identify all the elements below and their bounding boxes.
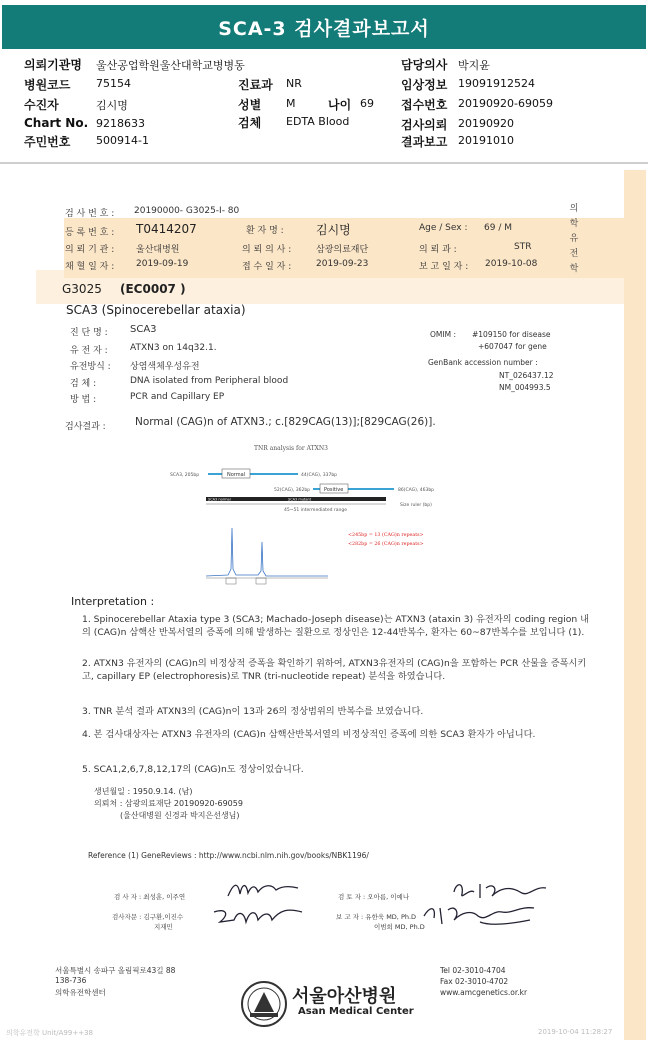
dept-label: 진료과 <box>238 78 273 92</box>
signature-advisor <box>210 904 310 928</box>
interp-item-2: 2. ATXN3 유전자의 (CAG)n의 비정상적 증폭을 확인하기 위하여, ATXN3유전자의 (CAG)n을 포함하는 PCR 산물을 증폭시키고, capillary EP (electrophoresis)로 TNR (tri-nucleotide repeat) 분석을 하였습니다. <box>82 658 587 682</box>
recipient-value: 김시명 <box>96 99 128 112</box>
reg-no: T0414207 <box>136 222 197 236</box>
omim-label: OMIM : <box>430 330 456 339</box>
age-value: 69 <box>360 97 374 110</box>
patient-name: 김시명 <box>316 223 351 237</box>
hospital-code-label: 병원코드 <box>24 78 71 92</box>
doctor-label: 담당의사 <box>401 58 448 72</box>
reg-no-label: 등 록 번 호 : <box>65 228 115 238</box>
normal-box-label: Normal <box>227 472 246 478</box>
request-label: 검사의뢰 <box>401 118 448 132</box>
test-code-ec: (EC0007 ) <box>120 282 186 296</box>
interp-item-3: 3. TNR 분석 결과 ATXN3의 (CAG)n이 13과 26의 정상범위의 반복수를 보였습니다. <box>82 706 424 717</box>
gene-value: ATXN3 on 14q32.1. <box>130 343 217 353</box>
clinical-label: 임상정보 <box>401 78 448 92</box>
footer-left: 의학유전학 Unit/A99++38 <box>6 1029 93 1037</box>
hospital-code-value: 75154 <box>96 77 131 90</box>
test-code: G3025 <box>62 282 102 296</box>
receipt-label: 접수번호 <box>401 98 448 112</box>
peak1-marker <box>226 578 236 584</box>
result-label: 검사결과 : <box>65 422 106 432</box>
test-name: SCA3 (Spinocerebellar ataxia) <box>66 303 246 317</box>
intermediate-label: 45~51 intermediated range <box>284 508 347 513</box>
title-bar <box>2 5 646 49</box>
dx-label: 진 단 명 : <box>70 328 108 338</box>
pos-right-label: 86(CAG), 463bp <box>398 488 435 493</box>
normal-right-label: 44(CAG), 337bp <box>301 473 338 478</box>
interp-item-5: 5. SCA1,2,6,7,8,12,17의 (CAG)n도 정상이었습니다. <box>82 764 304 775</box>
sex-label: 성별 <box>238 98 262 112</box>
gene-label: 유 전 자 : <box>70 346 108 356</box>
genbank-label: GenBank accession number : <box>428 358 538 367</box>
staff-tester: 검 사 자 : 최성훈, 이주연 <box>114 893 186 901</box>
receive-label: 접 수 일 자 : <box>242 262 292 272</box>
test-no: 20190000- G3025-I- 80 <box>134 206 240 216</box>
pos-left-label: 52(CAG), 362bp <box>274 488 311 493</box>
method-value: PCR and Capillary EP <box>130 392 225 402</box>
website: www.amcgenetics.or.kr <box>440 988 528 997</box>
side-text: 의 학 유 전 학 <box>569 204 579 274</box>
report-header <box>0 52 648 162</box>
req-inst-label: 의 뢰 기 관 : <box>65 245 115 255</box>
normal-left-label: SCA3, 205bp <box>170 473 200 478</box>
resident-label: 주민번호 <box>24 135 71 149</box>
report-date-value: 20191010 <box>458 134 514 147</box>
specimen-label: 검체 <box>238 116 262 130</box>
scanned-document <box>2 166 646 1040</box>
inherit-label: 유전방식 : <box>70 362 111 372</box>
req-doc-label: 의 뢰 의 사 : <box>242 245 292 255</box>
header-divider <box>0 162 648 164</box>
institution-value: 울산공업학원울산대학교병병동 <box>96 59 245 72</box>
req-dept-label: 의 뢰 과 : <box>419 245 457 255</box>
peak2-marker <box>256 578 266 584</box>
omim-gene: +607047 for gene <box>478 342 547 351</box>
age-sex: 69 / M <box>484 223 512 233</box>
doctor-value: 박지윤 <box>458 59 490 72</box>
inherit-value: 상염색체우성유전 <box>130 362 200 372</box>
specimen2-label: 검 체 : <box>70 379 97 389</box>
hospital-name-en: Asan Medical Center <box>298 1006 414 1017</box>
method-label: 방 법 : <box>70 395 97 405</box>
bar-a-label: SCA3 normal <box>208 497 231 502</box>
report-date-label: 결과보고 <box>401 135 448 149</box>
page-title: SCA-3 검사결과보고서 <box>218 17 430 40</box>
tnr-chart <box>168 438 458 588</box>
signature-reporter <box>420 900 550 930</box>
collect-label: 채 혈 일 자 : <box>65 262 115 272</box>
specimen-value: EDTA Blood <box>286 115 350 128</box>
req-dept: STR <box>514 242 532 252</box>
resident-value: 500914-1 <box>96 134 149 147</box>
peak2-label: <282bp = 26 (CAG)n repeats> <box>348 542 424 547</box>
address-3: 의학유전학센터 <box>55 988 106 997</box>
footer-right: 2019-10-04 11:28:27 <box>538 1028 613 1036</box>
interp-item-1: 1. Spinocerebellar Ataxia type 3 (SCA3; Machado-Joseph disease)는 ATXN3 (ataxin 3) 유전자의 coding region 내의 (CAG)n 삼핵산 반복서열의 증폭에 의해 발생하는 질환으로 정상인은 12-44반복수, 환자는 60~87반복수를 보입니다 (1). <box>82 614 589 638</box>
address-2: 138-736 <box>55 976 87 985</box>
fax: Fax 02-3010-4702 <box>440 977 509 986</box>
staff-reporter-1: 보 고 자 : 유한욱 MD, Ph.D <box>336 913 417 921</box>
omim-disease: #109150 for disease <box>472 330 551 339</box>
asan-foundation-logo <box>240 980 288 1028</box>
receipt-value: 20190920-69059 <box>458 97 553 110</box>
peak1-label: <245bp = 13 (CAG)n repeats> <box>348 533 424 538</box>
requester-detail: (울산대병원 신경과 박지은선생님) <box>120 811 240 820</box>
hospital-name-kr: 서울아산병원 <box>292 986 397 1007</box>
staff-advisor-2: 지재민 <box>154 923 173 931</box>
interp-item-4: 4. 본 검사대상자는 ATXN3 유전자의 (CAG)n 삼핵산반복서열의 비정상적인 증폭에 의한 SCA3 환자가 아닙니다. <box>82 729 536 740</box>
report-date: 2019-10-08 <box>485 259 538 269</box>
test-no-label: 검 사 번 호 : <box>65 209 115 219</box>
chart-title: TNR analysis for ATXN3 <box>254 445 328 452</box>
age-sex-label: Age / Sex : <box>419 223 468 233</box>
dept-value: NR <box>286 77 302 90</box>
electropherogram-trace <box>206 528 328 576</box>
reference: Reference (1) GeneReviews : http://www.ncbi.nlm.nih.gov/books/NBK1196/ <box>88 851 369 860</box>
recipient-label: 수진자 <box>24 98 59 112</box>
institution-label: 의뢰기관명 <box>24 58 82 72</box>
sex-value: M <box>286 97 296 110</box>
interp-title: Interpretation : <box>71 595 155 608</box>
staff-reporter-2: 이범희 MD, Ph.D <box>374 923 425 931</box>
tel: Tel 02-3010-4704 <box>440 966 506 975</box>
patient-label: 환 자 명 : <box>246 226 284 236</box>
chart-value: 9218633 <box>96 117 145 130</box>
dx-value: SCA3 <box>130 324 157 335</box>
age-label: 나이 <box>328 98 352 112</box>
collect-date: 2019-09-19 <box>136 259 189 269</box>
clinical-value: 19091912524 <box>458 77 535 90</box>
genbank-2: NM_004993.5 <box>499 383 551 392</box>
report-label: 보 고 일 자 : <box>419 262 469 272</box>
req-doc: 삼광의료재단 <box>316 245 369 255</box>
req-inst: 울산대병원 <box>136 245 180 255</box>
result-value: Normal (CAG)n of ATXN3.; c.[829CAG(13)];[829CAG(26)]. <box>135 416 436 428</box>
signature-tester <box>224 878 304 902</box>
bar-b-label: SCA3 mutant <box>288 497 312 502</box>
size-ruler-label: Size ruler (bp) <box>400 503 432 508</box>
request-value: 20190920 <box>458 117 514 130</box>
pos-box-label: Positive <box>324 487 344 493</box>
birth-info: 생년월일 : 1950.9.14. (남) <box>94 787 193 796</box>
receive-date: 2019-09-23 <box>316 259 369 269</box>
staff-advisor-1: 검사자문 : 김구환,이진수 <box>112 913 184 921</box>
side-band <box>624 170 646 1040</box>
specimen2-value: DNA isolated from Peripheral blood <box>130 376 289 386</box>
requester-info: 의뢰처 : 삼광의료재단 20190920-69059 <box>94 799 243 808</box>
chart-label: Chart No. <box>24 116 89 130</box>
staff-reviewer: 검 토 자 : 오아름, 이예나 <box>338 893 410 901</box>
genbank-1: NT_026437.12 <box>499 371 554 380</box>
address-1: 서울특별시 송파구 올림픽로43길 88 <box>55 966 176 975</box>
